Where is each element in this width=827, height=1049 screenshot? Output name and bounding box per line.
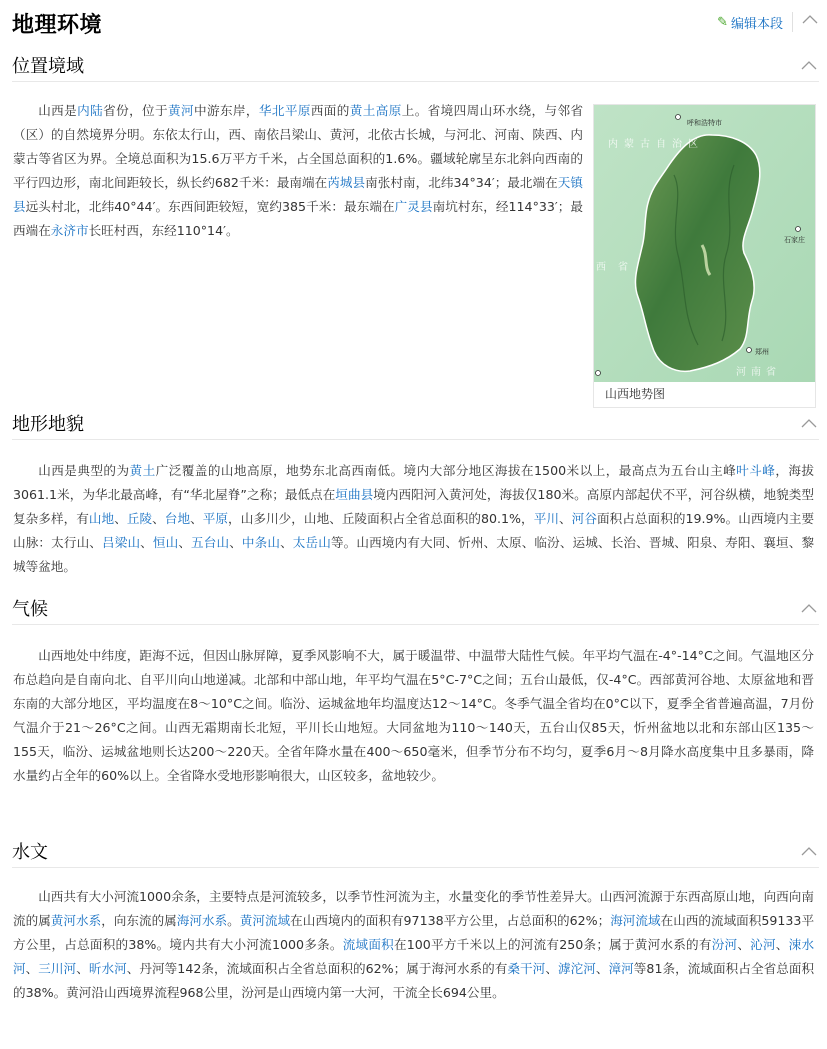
text-run: 在山西的流域面积59133平方公里，占总面积的38%。境内共有大小河流1000多条。 [13, 913, 815, 952]
text-run: 等81条，流域面积占全省总面积的38%。黄河沿山西境界流程968公里，汾河是山西境内第一大河，干流全长694公里。 [13, 961, 815, 1000]
term-link[interactable]: 昕水河 [88, 961, 127, 976]
term-link[interactable]: 叶斗峰 [736, 463, 776, 478]
chevron-up-icon[interactable] [801, 60, 817, 70]
term-link[interactable]: 漳河 [608, 961, 634, 976]
edit-section-button[interactable] [717, 13, 783, 32]
text-run: 、丹河等142条，流域面积占全省总面积的62%；属于海河水系的有 [126, 961, 508, 976]
term-link[interactable]: 汾河 [711, 937, 738, 952]
paragraph-climate [13, 644, 814, 788]
map-label-hohhot: 呼和浩特市 [687, 119, 722, 127]
text-run: 、 [190, 511, 203, 526]
term-link[interactable]: 黄河水系 [50, 913, 102, 928]
paragraph-location [13, 99, 583, 243]
term-link[interactable]: 华北平原 [258, 103, 311, 118]
text-run: 、 [595, 961, 609, 976]
paragraph-hydrology [13, 885, 814, 1005]
text-run: 境内西阳河入黄河处，海拔仅180米。高原内部起伏不平，河谷纵横，地貌类型复杂多样，有 [13, 487, 815, 526]
text-run: 中游东岸， [193, 103, 259, 118]
section-title-location: 位置境域 [12, 56, 84, 77]
term-link[interactable]: 垣曲县 [335, 487, 374, 502]
section-header-hydrology [12, 835, 819, 868]
text-run: 在山西境内的面积有97138平方公里，占总面积的62%； [290, 913, 611, 928]
term-link[interactable]: 流域面积 [342, 937, 394, 952]
term-link[interactable]: 海河水系 [176, 913, 228, 928]
terrain-map-figure[interactable] [593, 104, 816, 408]
text-run: 、 [775, 937, 789, 952]
text-run: 、 [559, 511, 572, 526]
text-run: 山西地处中纬度，距海不远，但因山脉屏障，夏季风影响不大，属于暖温带、中温带大陆性气候。年平均气温在-4°-14°C之间。气温地区分布总趋向是自南向北、自平川向山地递减。北部和中部山地，年平均气温在5°C-7°C之间；五台山最低，仅-4°C。西部黄河谷地、太原盆地和晋东南的大部分地区，平均温度在8～10°C之间。临汾、运城盆地年均温度达12～14°C。冬季气温全省均在0°C以下，夏季全省普遍高温，7月份气温介于21～26°C之间。山西无霜期南长北短，平川长山地短。大同盆地为110～140天，五台山仅85天，忻州盆地以北和东部山区135～155天，临汾、运城盆地则长达200～220天。全省年降水量在400～650毫米，但季节分布不均匀，夏季6月～8月降水高度集中且多暴雨，降水量约占全年的60%以上。全省降水受地形影响很大，山区较多，盆地较少。 [13, 648, 814, 783]
term-link[interactable]: 五台山 [191, 535, 230, 550]
text-run: 、 [178, 535, 192, 550]
section-header-terrain [12, 407, 819, 440]
text-run: 在100平方千米以上的河流有250条；属于黄河水系的有 [393, 937, 712, 952]
text-run: 。 [227, 913, 240, 928]
section-header-location [12, 49, 819, 82]
text-run: 省份，位于 [103, 103, 169, 118]
chevron-up-icon[interactable] [801, 418, 817, 428]
term-link[interactable]: 沁河 [750, 937, 776, 952]
text-run: 、 [229, 535, 242, 550]
text-run: 山西是 [38, 103, 78, 118]
shanxi-terrain-map [594, 105, 815, 382]
term-link[interactable]: 黄土 [129, 463, 156, 478]
map-label-shaanxi: 西省 [596, 262, 640, 273]
text-run: ，山多川少，山地、丘陵面积占全省总面积的80.1%， [228, 511, 534, 526]
text-run: 面积占总面积的19.9%。山西境内主要山脉：太行山、 [13, 511, 815, 550]
term-link[interactable]: 中条山 [241, 535, 281, 550]
section-title-terrain: 地形地貌 [12, 414, 84, 435]
term-link[interactable]: 黄土高原 [349, 103, 402, 118]
term-link[interactable]: 太岳山 [292, 535, 331, 550]
term-link[interactable]: 涑水河 [13, 937, 815, 976]
term-link[interactable]: 海河流域 [610, 913, 661, 928]
term-link[interactable]: 桑干河 [507, 961, 546, 976]
text-run: 广泛覆盖的山地高原，地势东北高西南低。境内大部分地区海拔在1500米以上，最高点为五台山主峰 [155, 463, 737, 478]
term-link[interactable]: 丘陵 [126, 511, 153, 526]
term-link[interactable]: 台地 [164, 511, 191, 526]
term-link[interactable]: 河谷 [571, 511, 597, 526]
collapse-all-icon[interactable] [802, 14, 818, 24]
term-link[interactable]: 平原 [202, 511, 229, 526]
text-run: 西面的 [310, 103, 350, 118]
term-link[interactable]: 广灵县 [394, 199, 433, 214]
map-label-neimenggu: 内蒙古自治区 [608, 139, 704, 150]
term-link[interactable]: 恒山 [152, 535, 179, 550]
section-header-climate [12, 592, 819, 625]
term-link[interactable]: 三川河 [38, 961, 77, 976]
chevron-up-icon[interactable] [801, 603, 817, 613]
section-title-climate: 气候 [12, 599, 48, 620]
pencil-icon: ✎ [717, 15, 728, 30]
text-run: 南坑村东，经114°33′；最西端在 [13, 199, 583, 238]
map-label-shijiazhuang: 石家庄 [784, 236, 805, 244]
term-link[interactable]: 永济市 [50, 223, 89, 238]
page-title: 地理环境 [12, 13, 103, 38]
toolbar-divider [792, 12, 793, 32]
term-link[interactable]: 滹沱河 [557, 961, 596, 976]
text-run: 、 [76, 961, 89, 976]
text-run: ，向东流的属 [101, 913, 177, 928]
chevron-up-icon[interactable] [801, 846, 817, 856]
term-link[interactable]: 芮城县 [327, 175, 366, 190]
term-link[interactable]: 吕梁山 [102, 535, 141, 550]
text-run: 、 [114, 511, 127, 526]
section-title-hydrology: 水文 [12, 842, 48, 863]
term-link[interactable]: 天镇县 [13, 175, 584, 214]
text-run: 山西是典型的为 [38, 463, 130, 478]
text-run: 、 [152, 511, 165, 526]
text-run: 上。省境四周山环水绕，与邻省（区）的自然境界分明。东依太行山，西、南依吕梁山、黄河，北依古长城，与河北、河南、陕西、内蒙古等省区为界。全境总面积为15.6万平方千米，占全国总面积的1.6%。疆域轮廓呈东北斜向西南的平行四边形，南北间距较长，纵长约682千米：最南端在 [13, 103, 584, 190]
paragraph-terrain [13, 459, 814, 579]
term-link[interactable]: 平川 [533, 511, 560, 526]
text-run: 等。山西境内有大同、忻州、太原、临汾、运城、长治、晋城、阳泉、寿阳、襄垣、黎城等盆地。 [13, 535, 815, 574]
map-label-zhengzhou: 郑州 [755, 348, 769, 356]
term-link[interactable]: 黄河流域 [239, 913, 291, 928]
text-run: 、 [140, 535, 153, 550]
text-run: ，海拔3061.1米，为华北最高峰，有“华北屋脊”之称；最低点在 [13, 463, 815, 502]
term-link[interactable]: 黄河 [168, 103, 194, 118]
text-run: 远头村北，北纬40°44′。东西间距较短，宽约385千米：最东端在 [25, 199, 395, 214]
edit-label: 编辑本段 [730, 17, 783, 32]
text-run: 、 [545, 961, 558, 976]
text-run: 长旺村西，东经110°14′。 [88, 223, 239, 238]
text-run: 南张村南，北纬34°34′；最北端在 [365, 175, 558, 190]
text-run: 、 [737, 937, 751, 952]
text-run: 、 [280, 535, 293, 550]
text-run: 、 [25, 961, 39, 976]
term-link[interactable]: 内陆 [77, 103, 104, 118]
term-link[interactable]: 山地 [88, 511, 115, 526]
figure-caption: 山西地势图 [605, 387, 666, 401]
map-label-henan: 河南省 [736, 367, 781, 378]
text-run: 山西共有大小河流1000余条，主要特点是河流较多，以季节性河流为主，水量变化的季节性差异大。山西河流源于东西高原山地，向西向南流的属 [13, 889, 814, 928]
